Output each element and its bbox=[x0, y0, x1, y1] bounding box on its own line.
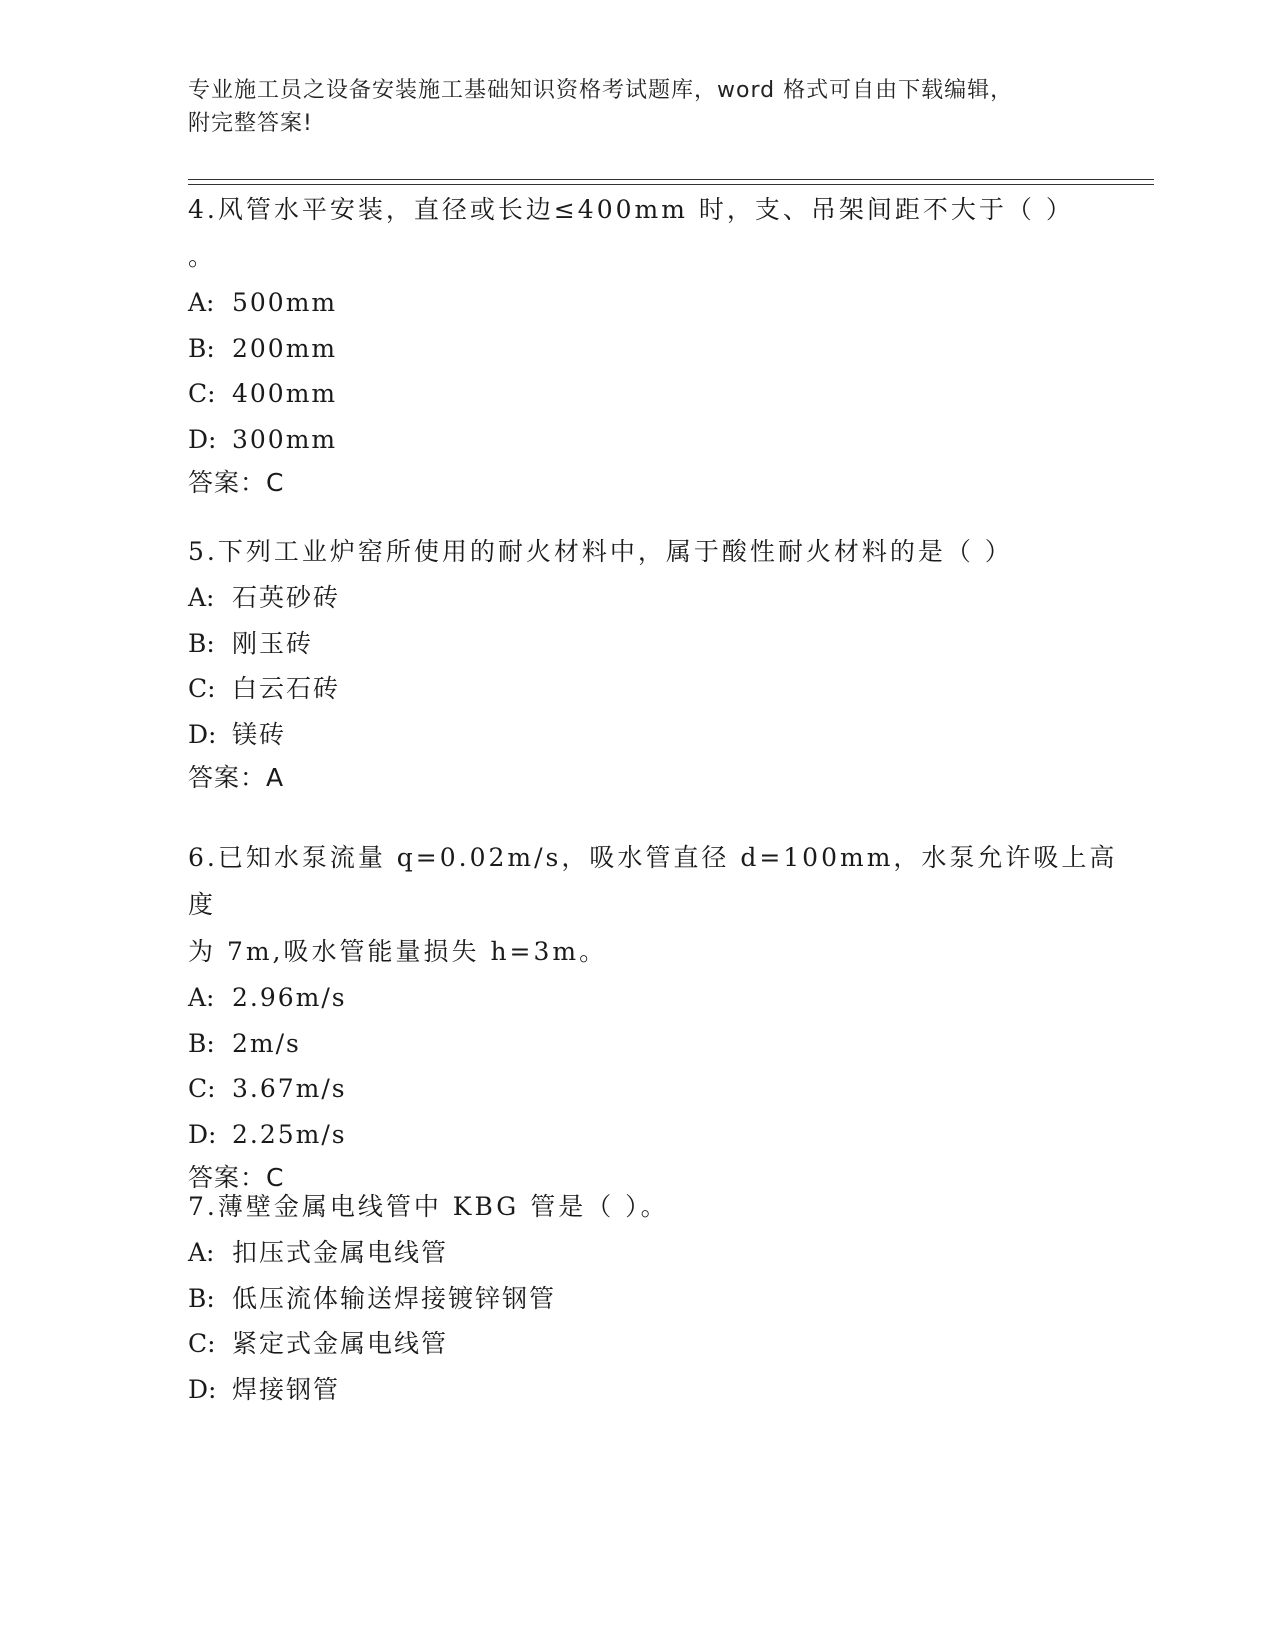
option-b bbox=[188, 326, 1138, 372]
option-label: D: bbox=[188, 1119, 217, 1149]
question-7 bbox=[188, 1183, 1138, 1412]
option-d bbox=[188, 1112, 1138, 1158]
option-a bbox=[188, 280, 1138, 326]
option-text: 2.96m/s bbox=[232, 983, 347, 1012]
option-label: A: bbox=[188, 583, 215, 612]
option-label: D: bbox=[188, 719, 217, 749]
option-label: D: bbox=[188, 424, 217, 454]
answer-line: 答案：C bbox=[188, 468, 285, 497]
answer-line: 答案：A bbox=[188, 763, 285, 792]
question-stem-line: 6.已知水泵流量 q=0.02m/s，吸水管直径 d=100mm，水泵允许吸上高度 bbox=[188, 843, 1118, 919]
option-label: A: bbox=[188, 288, 215, 317]
option-text: 3.67m/s bbox=[232, 1074, 347, 1103]
question-stem-line: 为 7m,吸水管能量损失 h=3m。 bbox=[188, 937, 608, 966]
question-6 bbox=[188, 834, 1138, 1199]
option-c bbox=[188, 666, 1138, 712]
option-text: 白云石砖 bbox=[232, 674, 341, 703]
option-label: C: bbox=[188, 1074, 216, 1103]
option-b bbox=[188, 1021, 1138, 1067]
header-line-1: 专业施工员之设备安装施工基础知识资格考试题库，word 格式可自由下载编辑， bbox=[188, 78, 1014, 103]
option-text: 石英砂砖 bbox=[232, 583, 341, 612]
option-label: D: bbox=[188, 1374, 217, 1404]
option-d bbox=[188, 417, 1138, 463]
header-divider-top bbox=[188, 179, 1154, 180]
question-5 bbox=[188, 528, 1138, 799]
option-text: 紧定式金属电线管 bbox=[232, 1329, 449, 1358]
option-a bbox=[188, 575, 1138, 621]
question-stem-line: 。 bbox=[188, 242, 217, 271]
header-line-2: 附完整答案! bbox=[188, 111, 313, 136]
option-label: A: bbox=[188, 1238, 215, 1267]
option-label: B: bbox=[188, 1028, 215, 1058]
option-c bbox=[188, 1066, 1138, 1112]
option-text: 400mm bbox=[232, 379, 338, 408]
option-text: 扣压式金属电线管 bbox=[232, 1238, 449, 1267]
question-4 bbox=[188, 186, 1138, 504]
option-text: 刚玉砖 bbox=[232, 628, 314, 658]
option-text: 镁砖 bbox=[232, 719, 287, 749]
option-label: C: bbox=[188, 1329, 216, 1358]
option-label: C: bbox=[188, 379, 216, 408]
option-b bbox=[188, 1276, 1138, 1322]
option-c bbox=[188, 371, 1138, 417]
option-a bbox=[188, 1230, 1138, 1276]
option-text: 低压流体输送焊接镀锌钢管 bbox=[232, 1283, 557, 1313]
option-text: 300mm bbox=[232, 424, 338, 454]
option-c bbox=[188, 1321, 1138, 1367]
option-text: 500mm bbox=[232, 288, 338, 317]
option-a bbox=[188, 975, 1138, 1021]
option-text: 2.25m/s bbox=[232, 1119, 347, 1149]
document-header bbox=[188, 74, 1088, 140]
option-b bbox=[188, 621, 1138, 667]
question-stem-line: 4.风管水平安装，直径或长边≤400mm 时，支、吊架间距不大于（ ） bbox=[188, 195, 1074, 224]
option-text: 2m/s bbox=[232, 1028, 301, 1058]
option-label: B: bbox=[188, 1283, 215, 1313]
question-stem-line: 5.下列工业炉窑所使用的耐火材料中，属于酸性耐火材料的是（ ） bbox=[188, 537, 1013, 566]
option-d bbox=[188, 712, 1138, 758]
answer-line: 答案：C bbox=[188, 1163, 285, 1192]
option-label: B: bbox=[188, 628, 215, 658]
header-divider-bottom bbox=[188, 184, 1154, 185]
option-label: A: bbox=[188, 983, 215, 1012]
question-stem-line: 7.薄壁金属电线管中 KBG 管是（ ）。 bbox=[188, 1192, 669, 1221]
option-text: 200mm bbox=[232, 333, 338, 363]
option-label: C: bbox=[188, 674, 216, 703]
option-label: B: bbox=[188, 333, 215, 363]
option-text: 焊接钢管 bbox=[232, 1374, 341, 1404]
option-d bbox=[188, 1367, 1138, 1413]
